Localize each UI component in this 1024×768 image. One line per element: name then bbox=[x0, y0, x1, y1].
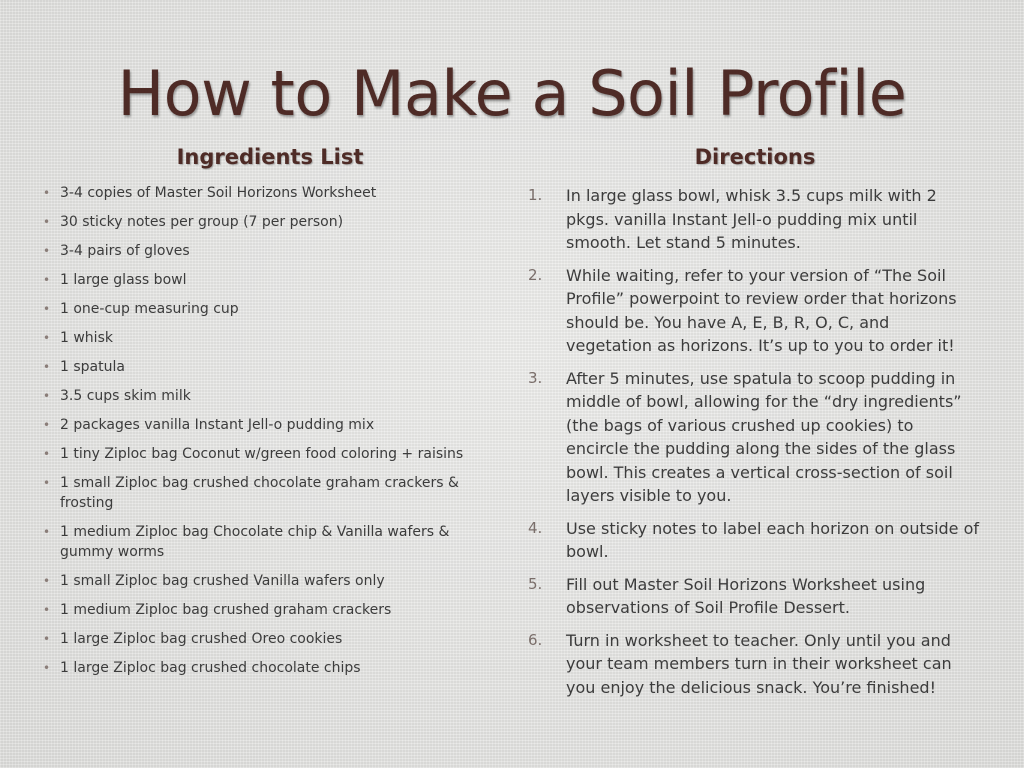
ingredient-item bbox=[40, 386, 500, 406]
bullet-icon: • bbox=[43, 661, 51, 675]
step-text: Fill out Master Soil Horizons Worksheet using observations of Soil Profile Dessert. bbox=[566, 574, 926, 617]
direction-step bbox=[520, 517, 980, 564]
ingredient-text: 1 spatula bbox=[60, 359, 125, 375]
step-number: 6. bbox=[528, 630, 543, 649]
ingredient-item bbox=[40, 212, 500, 232]
ingredient-item bbox=[40, 571, 500, 591]
bullet-icon: • bbox=[43, 418, 51, 432]
step-number: 1. bbox=[528, 186, 543, 204]
bullet-icon: • bbox=[43, 273, 51, 287]
ingredient-text: 3.5 cups skim milk bbox=[60, 388, 191, 404]
ingredient-text: 3-4 copies of Master Soil Horizons Worksheet bbox=[60, 185, 377, 201]
bullet-icon: • bbox=[43, 244, 51, 258]
ingredient-text: 1 large glass bowl bbox=[60, 272, 187, 288]
ingredient-text: 1 large Ziploc bag crushed chocolate chips bbox=[60, 660, 361, 676]
ingredient-text: 1 tiny Ziploc bag Coconut w/green food coloring + raisins bbox=[60, 446, 464, 462]
ingredient-item bbox=[40, 629, 500, 649]
ingredient-item bbox=[40, 415, 500, 435]
bullet-icon: • bbox=[43, 574, 51, 588]
ingredient-text: 1 one-cup measuring cup bbox=[60, 301, 239, 317]
step-text: Turn in worksheet to teacher. Only until you and your team members turn in their worksheet can you enjoy the delicious snack. You’re finished! bbox=[566, 630, 952, 697]
ingredient-item bbox=[40, 473, 500, 513]
bullet-icon: • bbox=[43, 302, 51, 316]
ingredient-item bbox=[40, 270, 500, 290]
directions-list bbox=[520, 184, 980, 708]
step-text: In large glass bowl, whisk 3.5 cups milk with 2 pkgs. vanilla Instant Jell-o pudding mix until smooth. Let stand 5 minutes. bbox=[566, 186, 937, 252]
ingredient-text: 1 medium Ziploc bag Chocolate chip & Vanilla wafers & gummy worms bbox=[60, 524, 450, 560]
direction-step bbox=[520, 264, 980, 358]
ingredient-item bbox=[40, 444, 500, 464]
step-number: 5. bbox=[528, 574, 543, 593]
ingredient-item bbox=[40, 522, 500, 562]
ingredients-heading: Ingredients List bbox=[176, 145, 364, 169]
bullet-icon: • bbox=[43, 331, 51, 345]
bullet-icon: • bbox=[43, 360, 51, 374]
ingredient-item bbox=[40, 600, 500, 620]
ingredient-item bbox=[40, 328, 500, 348]
ingredient-item bbox=[40, 241, 500, 261]
bullet-icon: • bbox=[43, 525, 51, 539]
ingredient-item bbox=[40, 183, 500, 203]
ingredient-text: 30 sticky notes per group (7 per person) bbox=[60, 214, 344, 230]
ingredient-item bbox=[40, 658, 500, 678]
direction-step bbox=[520, 573, 980, 620]
ingredients-list bbox=[40, 183, 500, 687]
bullet-icon: • bbox=[43, 389, 51, 403]
step-text: While waiting, refer to your version of “The Soil Profile” powerpoint to review order that horizons should be. You have A, E, B, R, O, C, and vegetation as horizons. It’s up to you to order it! bbox=[566, 265, 957, 355]
ingredient-text: 1 small Ziploc bag crushed Vanilla wafers only bbox=[60, 573, 385, 589]
slide-title: How to Make a Soil Profile bbox=[117, 57, 907, 130]
bullet-icon: • bbox=[43, 447, 51, 461]
ingredient-text: 1 small Ziploc bag crushed chocolate graham crackers & frosting bbox=[60, 475, 459, 511]
ingredient-text: 1 whisk bbox=[60, 330, 113, 346]
step-number: 4. bbox=[528, 518, 543, 537]
ingredient-item bbox=[40, 357, 500, 377]
directions-heading: Directions bbox=[694, 145, 816, 169]
direction-step bbox=[520, 629, 980, 700]
bullet-icon: • bbox=[43, 632, 51, 646]
bullet-icon: • bbox=[43, 476, 51, 490]
ingredient-text: 1 large Ziploc bag crushed Oreo cookies bbox=[60, 631, 343, 647]
step-text: After 5 minutes, use spatula to scoop pudding in middle of bowl, allowing for the “dry ingredients” (the bags of various crushed up cookies) to encircle the pudding along the sides of the glass bowl. This creates a vertical cross-section of soil layers visible to you. bbox=[566, 368, 962, 505]
direction-step bbox=[520, 367, 980, 508]
ingredient-text: 2 packages vanilla Instant Jell-o pudding mix bbox=[60, 417, 375, 433]
bullet-icon: • bbox=[43, 186, 51, 200]
direction-step bbox=[520, 184, 980, 255]
ingredient-item bbox=[40, 299, 500, 319]
bullet-icon: • bbox=[43, 215, 51, 229]
ingredient-text: 3-4 pairs of gloves bbox=[60, 243, 190, 259]
step-number: 3. bbox=[528, 368, 543, 387]
bullet-icon: • bbox=[43, 603, 51, 617]
ingredient-text: 1 medium Ziploc bag crushed graham crackers bbox=[60, 602, 392, 618]
step-text: Use sticky notes to label each horizon on outside of bowl. bbox=[566, 518, 980, 561]
step-number: 2. bbox=[528, 265, 543, 284]
